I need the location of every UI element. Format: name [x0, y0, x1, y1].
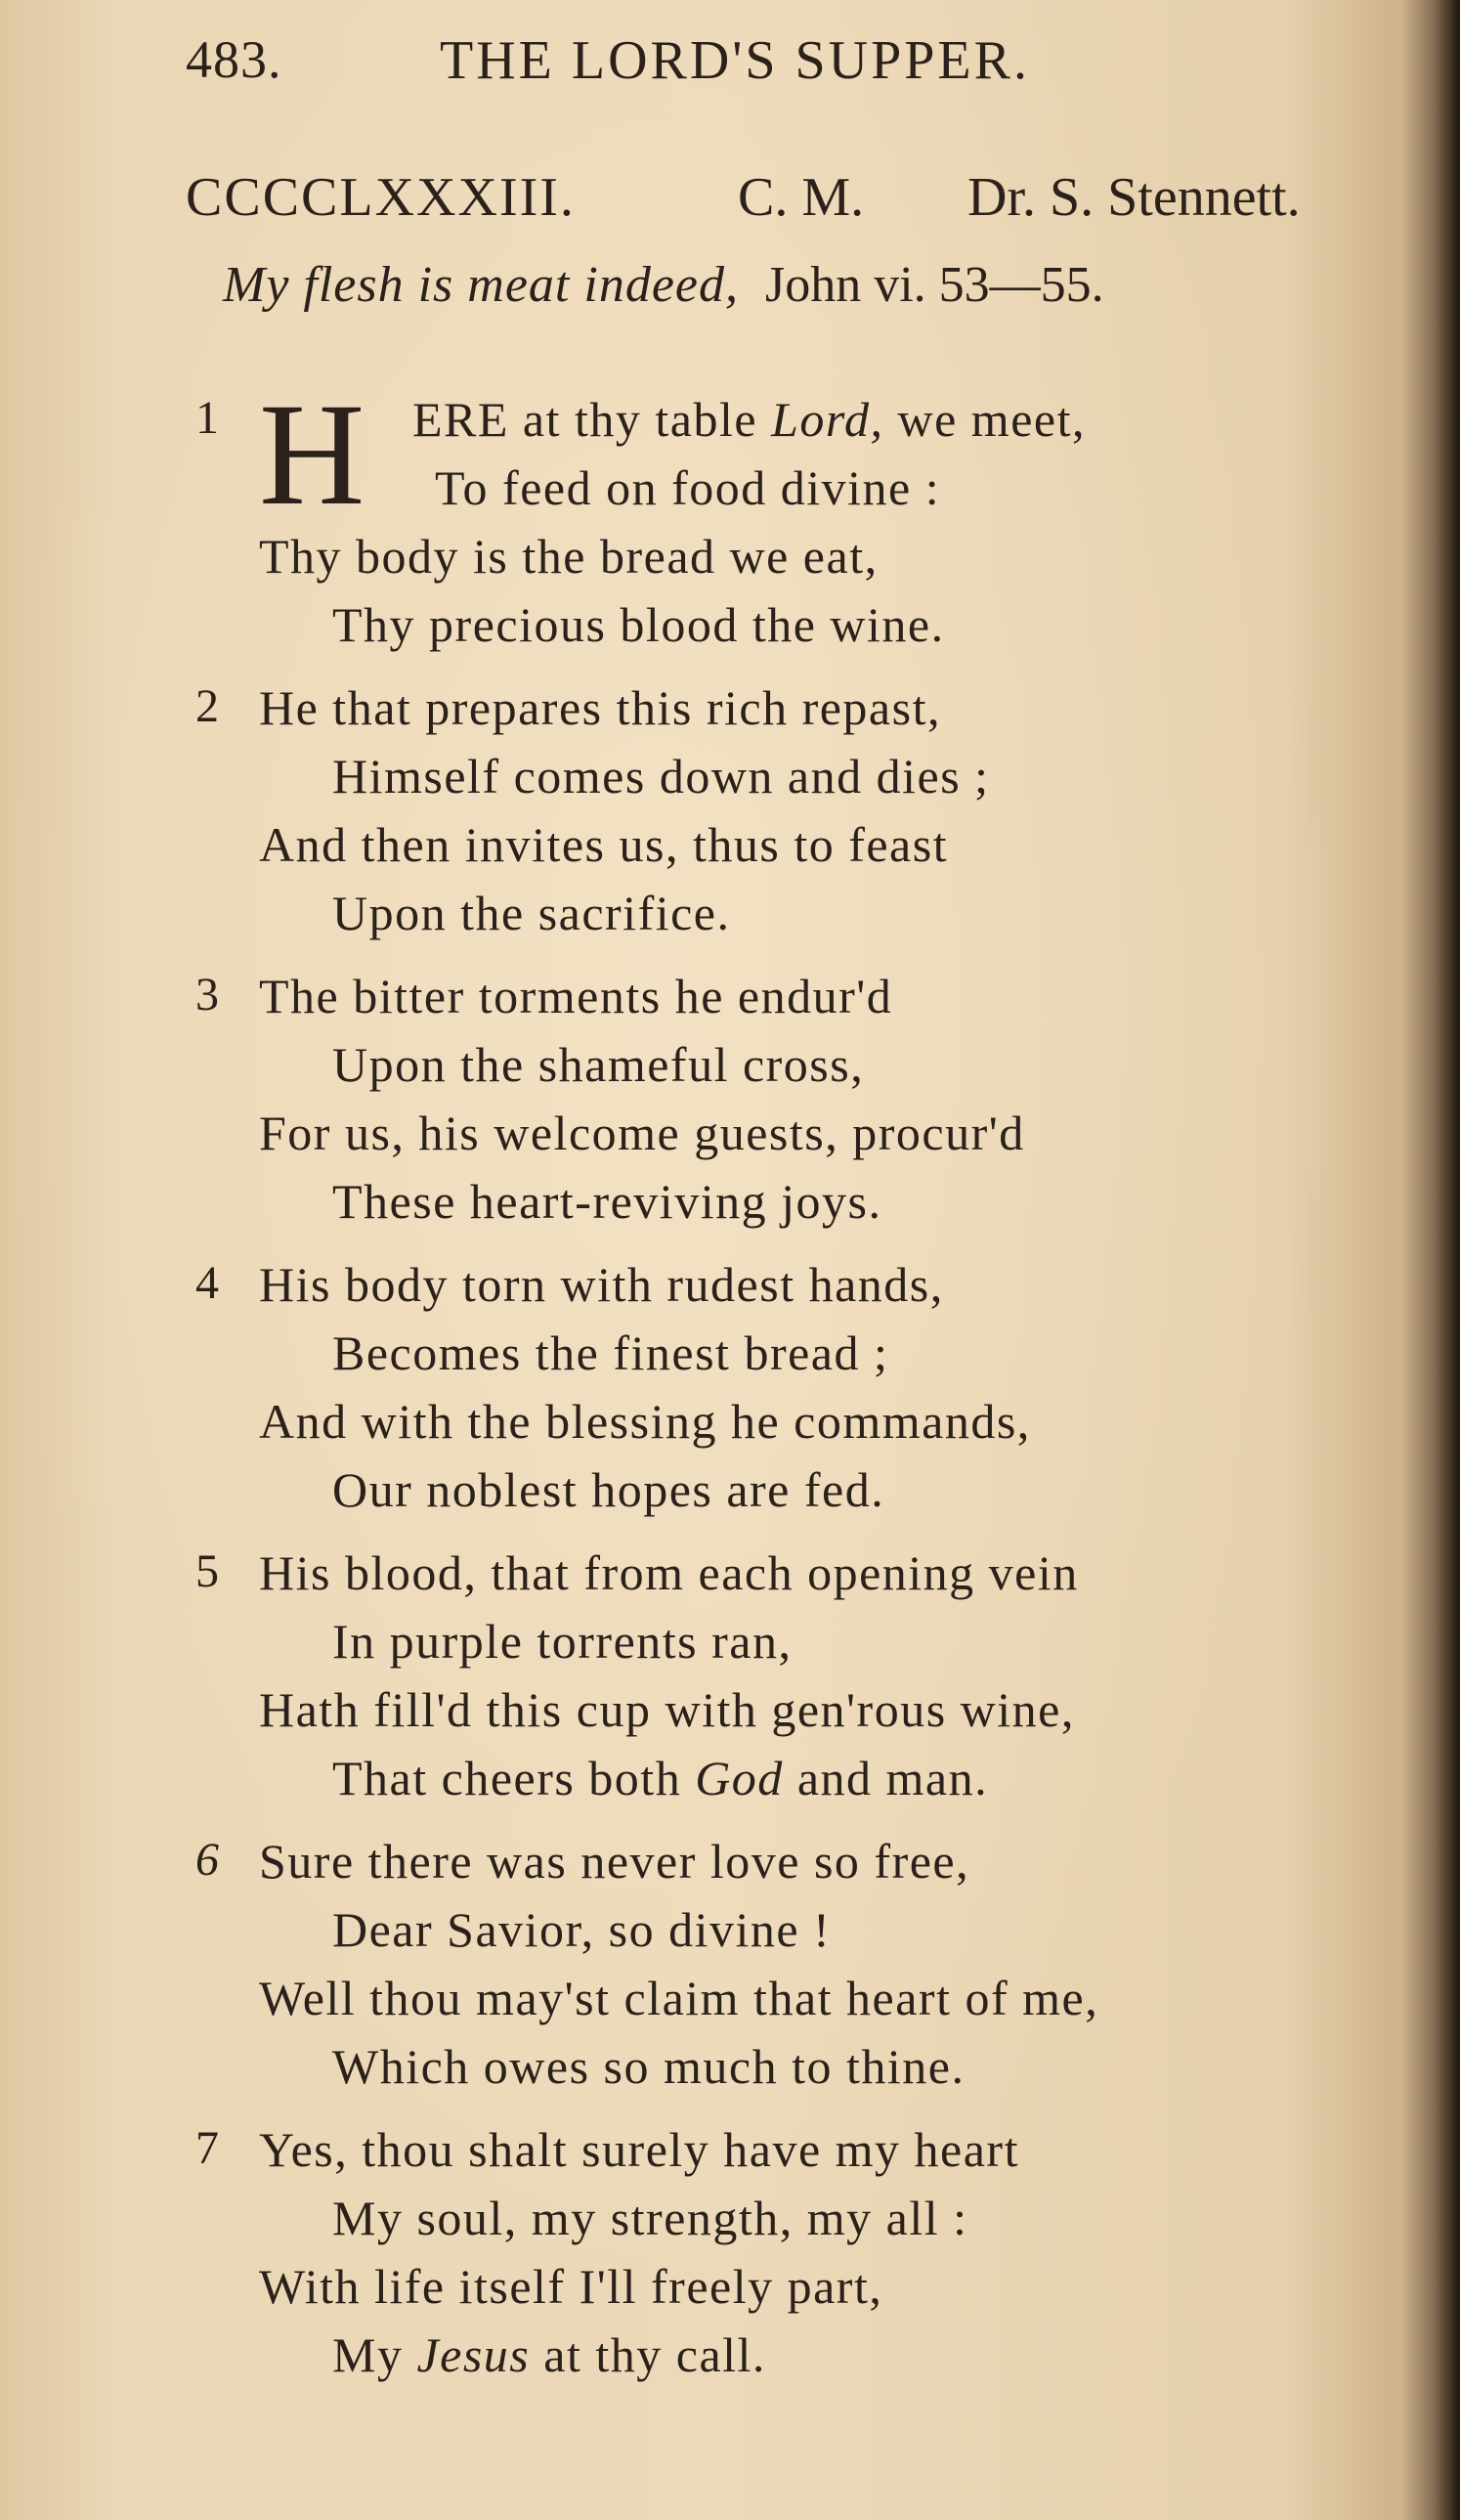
- stanza-number: 2: [195, 680, 219, 732]
- hymn-number: CCCCLXXXIII.: [186, 167, 576, 228]
- verse-line: For us, his welcome guests, procur'd: [259, 1106, 1025, 1160]
- verse-line: Which owes so much to thine.: [332, 2039, 966, 2094]
- verse-line: Our noblest hopes are fed.: [332, 1462, 885, 1517]
- verse-line: Upon the sacrifice.: [332, 886, 731, 940]
- hymn-author: Dr. S. Stennett.: [967, 167, 1301, 228]
- verse-line: Well thou may'st claim that heart of me,: [259, 1971, 1099, 2025]
- running-title: THE LORD'S SUPPER.: [440, 30, 1030, 91]
- verse-line: To feed on food divine :: [435, 460, 941, 515]
- verse-line: Dear Savior, so divine !: [332, 1902, 832, 1957]
- verse-line: With life itself I'll freely part,: [259, 2259, 883, 2314]
- stanza-number: 7: [195, 2122, 219, 2174]
- verse-line: Becomes the finest bread ;: [332, 1325, 889, 1380]
- verse-line: ERE at thy table Lord, we meet,: [412, 392, 1086, 447]
- verse-line: Yes, thou shalt surely have my heart: [259, 2122, 1019, 2177]
- verse-line: The bitter torments he endur'd: [259, 969, 893, 1023]
- page-edge-shadow: [1435, 0, 1460, 2520]
- verse-line: Upon the shameful cross,: [332, 1037, 865, 1092]
- epigraph-quote: My flesh is meat indeed,: [223, 257, 739, 313]
- verse-line: In purple torrents ran,: [332, 1614, 793, 1669]
- stanza-number: 6: [195, 1834, 219, 1886]
- verse-line: Himself comes down and dies ;: [332, 749, 990, 804]
- stanza-number: 5: [195, 1545, 219, 1597]
- verse-line: My Jesus at thy call.: [332, 2327, 766, 2382]
- verse-line: Sure there was never love so free,: [259, 1834, 970, 1889]
- verse-line: His body torn with rudest hands,: [259, 1257, 944, 1312]
- hymn-heading: [186, 166, 1397, 235]
- verse-line: His blood, that from each opening vein: [259, 1545, 1079, 1600]
- verse-line: That cheers both God and man.: [332, 1751, 989, 1805]
- verse-line: And then invites us, thus to feast: [259, 817, 949, 872]
- stanza-number: 4: [195, 1257, 219, 1309]
- verse-line: Thy precious blood the wine.: [332, 597, 945, 652]
- verse-line: My soul, my strength, my all :: [332, 2191, 968, 2245]
- verse-line: And with the blessing he commands,: [259, 1394, 1031, 1449]
- hymn-epigraph: [223, 256, 1104, 314]
- stanza-number: 3: [195, 969, 219, 1021]
- page-number: 483.: [186, 30, 282, 89]
- verse-line: He that prepares this rich repast,: [259, 680, 941, 735]
- drop-cap: H: [259, 373, 365, 536]
- epigraph-reference: John vi. 53—55.: [764, 257, 1104, 313]
- stanza-number: 1: [195, 392, 219, 444]
- running-header: [186, 29, 1163, 98]
- verse-line: These heart-reviving joys.: [332, 1174, 882, 1229]
- hymn-meter: C. M.: [738, 167, 865, 228]
- verse-line: Thy body is the bread we eat,: [259, 529, 879, 584]
- verse-line: Hath fill'd this cup with gen'rous wine,: [259, 1682, 1075, 1737]
